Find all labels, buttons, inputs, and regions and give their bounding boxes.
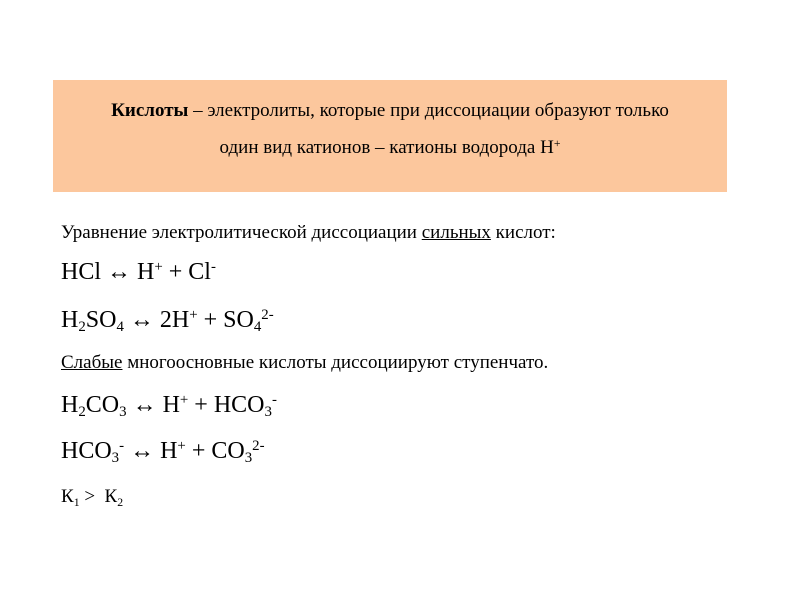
constants-op: > bbox=[79, 486, 105, 507]
eq4-plus: + CO bbox=[185, 438, 245, 464]
eq2-end-sup: 2- bbox=[261, 306, 274, 323]
equation-h2co3 bbox=[61, 392, 277, 419]
eq4-mid-sup: + bbox=[177, 437, 186, 454]
eq3-end-sup: - bbox=[271, 391, 277, 408]
k2: К bbox=[104, 486, 118, 507]
definition-line-2 bbox=[53, 129, 727, 166]
equation-hco3 bbox=[61, 438, 265, 465]
eq3-end-sub: 3 bbox=[264, 404, 272, 421]
strong-intro-suffix: кислот: bbox=[490, 222, 556, 243]
strong-intro-underlined: сильных bbox=[421, 222, 491, 243]
dissociation-constants bbox=[61, 486, 123, 508]
equation-h2so4 bbox=[61, 307, 274, 334]
eq2-so: SO bbox=[85, 307, 117, 333]
weak-underlined: Слабые bbox=[61, 352, 123, 373]
eq3-mid-sup: + bbox=[179, 391, 189, 408]
weak-acids-text bbox=[61, 352, 548, 374]
definition-line-1 bbox=[53, 92, 727, 129]
eq2-mid-sup: + bbox=[189, 306, 198, 323]
eq2-mid: ↔ 2H bbox=[123, 307, 190, 333]
eq4-start-sub: 3 bbox=[111, 450, 120, 467]
eq2-plus: + SO bbox=[197, 307, 254, 333]
k2-sub: 2 bbox=[117, 495, 124, 509]
strong-acids-intro bbox=[61, 222, 556, 244]
equation-hcl bbox=[61, 259, 216, 286]
eq4-end-sup: 2- bbox=[252, 437, 265, 454]
definition-term: Кислоты bbox=[111, 100, 189, 121]
eq1-part-a: HCl ↔ H bbox=[61, 259, 155, 285]
strong-intro-prefix: Уравнение электролитической диссоциации bbox=[61, 222, 422, 243]
eq4-start: HCO bbox=[61, 438, 112, 464]
eq1-sup-b: - bbox=[210, 258, 216, 275]
k1-sub: 1 bbox=[73, 495, 80, 509]
eq2-h: H bbox=[61, 307, 79, 333]
eq1-part-b: + Cl bbox=[162, 259, 211, 285]
definition-sup: + bbox=[553, 136, 561, 150]
eq4-end-sub: 3 bbox=[244, 450, 253, 467]
eq3-co-sub: 3 bbox=[119, 404, 127, 421]
weak-text: многоосновные кислоты диссоциируют ступенчато. bbox=[122, 352, 549, 373]
eq4-mid: ↔ H bbox=[124, 438, 178, 464]
definition-text-2: один вид катионов – катионы водорода Н bbox=[219, 137, 554, 158]
k1: К bbox=[61, 486, 74, 507]
eq3-mid: ↔ H bbox=[126, 392, 180, 418]
eq2-h-sub: 2 bbox=[78, 319, 86, 336]
eq3-plus: + HCO bbox=[188, 392, 265, 418]
eq4-start-sup: - bbox=[119, 437, 125, 454]
eq3-h-sub: 2 bbox=[78, 404, 86, 421]
eq3-h: H bbox=[61, 392, 79, 418]
definition-box bbox=[53, 80, 727, 192]
eq3-co: CO bbox=[85, 392, 120, 418]
eq2-so-sub: 4 bbox=[116, 319, 124, 336]
eq2-end-sub: 4 bbox=[253, 319, 262, 336]
definition-text-1: – электролиты, которые при диссоциации образуют только bbox=[188, 100, 669, 121]
eq1-sup-a: + bbox=[154, 258, 163, 275]
